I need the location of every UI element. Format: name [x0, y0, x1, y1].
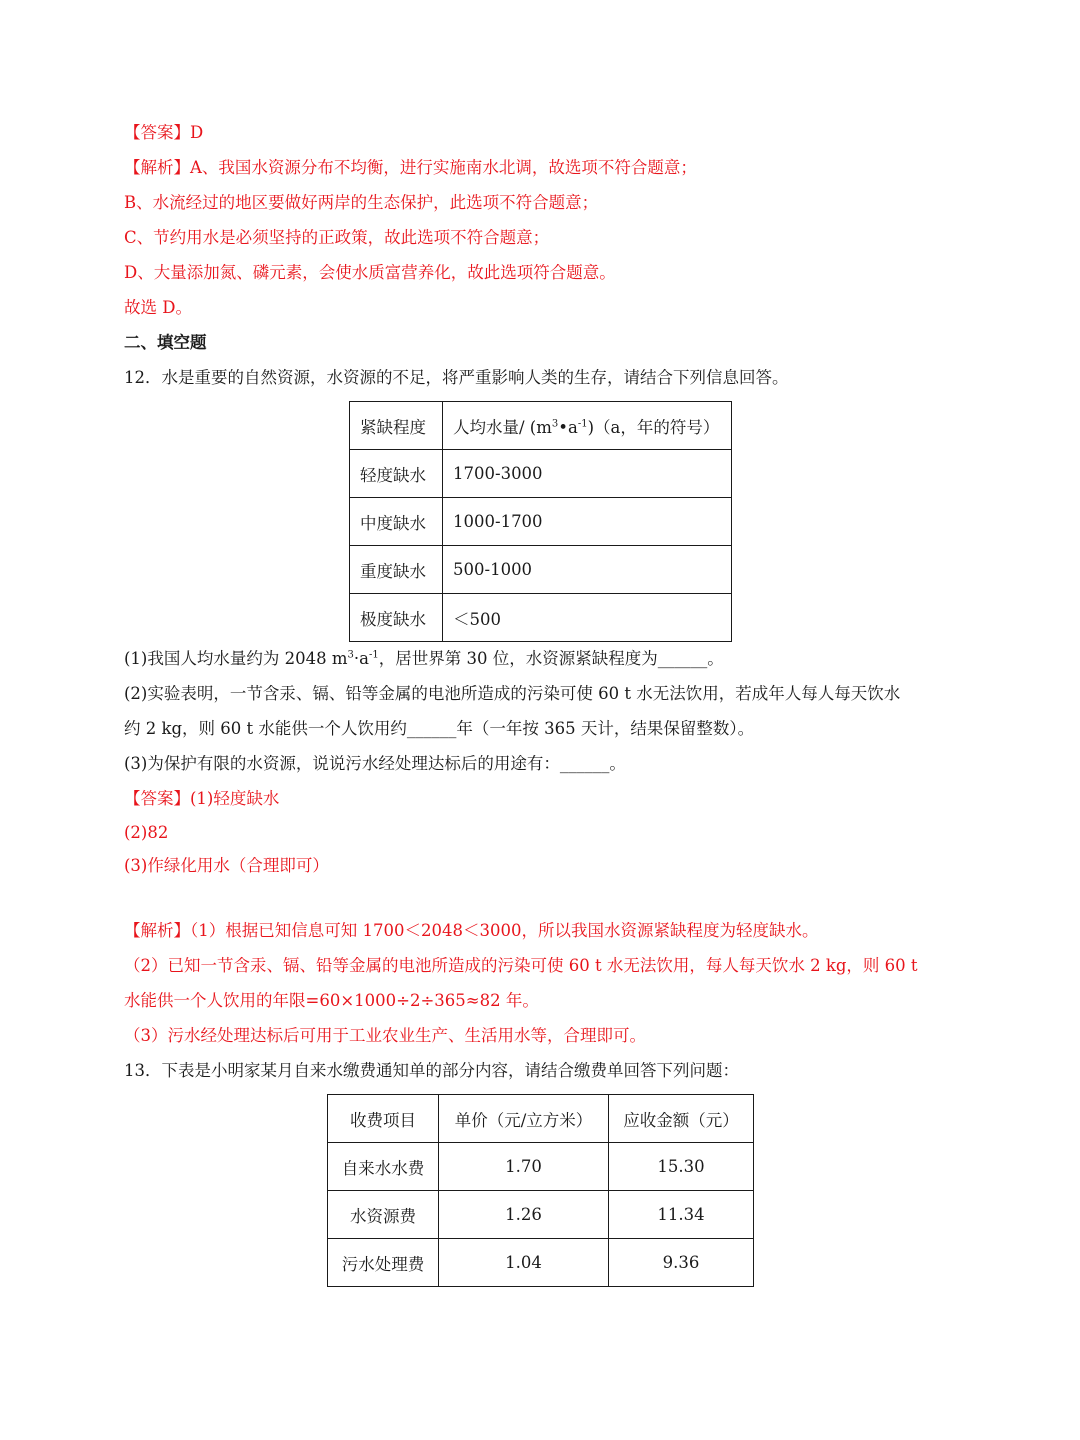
q12-sub3: (3)为保护有限的水资源，说说污水经处理达标后的用途有：______。 [124, 754, 626, 773]
table-cell: 1.70 [439, 1143, 609, 1191]
q12-answer3: (3)作绿化用水（合理即可） [124, 856, 329, 875]
q12-analysis2-line1: （2）已知一节含汞、镉、铅等金属的电池所造成的污染可使 60 t 水无法饮用，每人每天饮水 2 kg，则 60 t [124, 956, 918, 975]
q12-answer2: (2)82 [124, 823, 169, 842]
q12-stem: 12．水是重要的自然资源，水资源的不足，将严重影响人类的生存，请结合下列信息回答。 [124, 368, 789, 387]
table-row [350, 498, 732, 546]
superscript: -1 [577, 418, 588, 429]
table-cell: 1000-1700 [443, 498, 732, 546]
superscript: 3 [347, 649, 354, 661]
table-row [350, 450, 732, 498]
water-bill-table [327, 1094, 754, 1287]
header-text: •a [558, 417, 578, 437]
q11-analysis-b: B、水流经过的地区要做好两岸的生态保护，此选项不符合题意； [124, 193, 599, 212]
table-cell: 自来水水费 [328, 1143, 439, 1191]
table-cell: 9.36 [609, 1239, 754, 1287]
table-row [328, 1095, 754, 1143]
sub1-text: ，居世界第 30 位，水资源紧缺程度为______。 [378, 649, 724, 668]
q12-analysis3: （3）污水经处理达标后可用于工业农业生产、生活用水等，合理即可。 [124, 1026, 646, 1045]
sub1-text: (1)我国人均水量约为 2048 m [124, 649, 348, 668]
table-header-cell: 单价（元/立方米） [439, 1095, 609, 1143]
superscript: 3 [551, 418, 559, 429]
table-cell: 中度缺水 [350, 498, 443, 546]
q11-analysis-d: D、大量添加氮、磷元素，会使水质富营养化，故此选项符合题意。 [124, 263, 616, 282]
table-cell: 重度缺水 [350, 546, 443, 594]
table-cell: 1.04 [439, 1239, 609, 1287]
q12-analysis1: 【解析】（1）根据已知信息可知 1700＜2048＜3000，所以我国水资源紧缺程度为轻度缺水。 [124, 921, 819, 940]
q12-sub1 [124, 648, 970, 670]
q11-analysis-c: C、节约用水是必须坚持的正政策，故此选项不符合题意； [124, 228, 550, 247]
table-row [328, 1239, 754, 1287]
q11-analysis-a: 【解析】A、我国水资源分布不均衡，进行实施南水北调，故选项不符合题意； [124, 158, 697, 177]
table-cell: 水资源费 [328, 1191, 439, 1239]
table-row [328, 1143, 754, 1191]
table-cell: 1700-3000 [443, 450, 732, 498]
table-cell: ＜500 [443, 594, 732, 642]
table-cell: 1.26 [439, 1191, 609, 1239]
table-row [328, 1191, 754, 1239]
q12-sub2-line2: 约 2 kg，则 60 t 水能供一个人饮用约______年（一年按 365 天计，结果保留整数）。 [124, 719, 755, 738]
table-cell: 500-1000 [443, 546, 732, 594]
header-text: )（a，年的符号） [587, 417, 720, 437]
table-cell: 15.30 [609, 1143, 754, 1191]
table-header-cell: 紧缺程度 [350, 402, 443, 450]
q11-answer: 【答案】D [124, 123, 204, 142]
table-header-cell: 应收金额（元） [609, 1095, 754, 1143]
table-header-cell [443, 402, 732, 450]
table-cell: 极度缺水 [350, 594, 443, 642]
sub1-text: ·a [353, 649, 369, 668]
table-cell: 污水处理费 [328, 1239, 439, 1287]
q13-stem: 13．下表是小明家某月自来水缴费通知单的部分内容，请结合缴费单回答下列问题： [124, 1061, 739, 1080]
q11-conclusion: 故选 D。 [124, 298, 192, 317]
table-header-cell: 收费项目 [328, 1095, 439, 1143]
table-cell: 轻度缺水 [350, 450, 443, 498]
water-scarcity-table [349, 401, 732, 642]
table-row [350, 402, 732, 450]
table-row [350, 594, 732, 642]
q12-sub2-line1: (2)实验表明，一节含汞、镉、铅等金属的电池所造成的污染可使 60 t 水无法饮用，若成年人每人每天饮水 [124, 684, 901, 703]
q12-analysis2-line2: 水能供一个人饮用的年限=60×1000÷2÷365≈82 年。 [124, 991, 539, 1010]
q12-answer1: 【答案】(1)轻度缺水 [124, 789, 280, 808]
table-row [350, 546, 732, 594]
header-text: 人均水量/ (m [453, 417, 552, 437]
table-cell: 11.34 [609, 1191, 754, 1239]
superscript: -1 [368, 649, 379, 661]
section-title: 二、填空题 [124, 333, 207, 352]
